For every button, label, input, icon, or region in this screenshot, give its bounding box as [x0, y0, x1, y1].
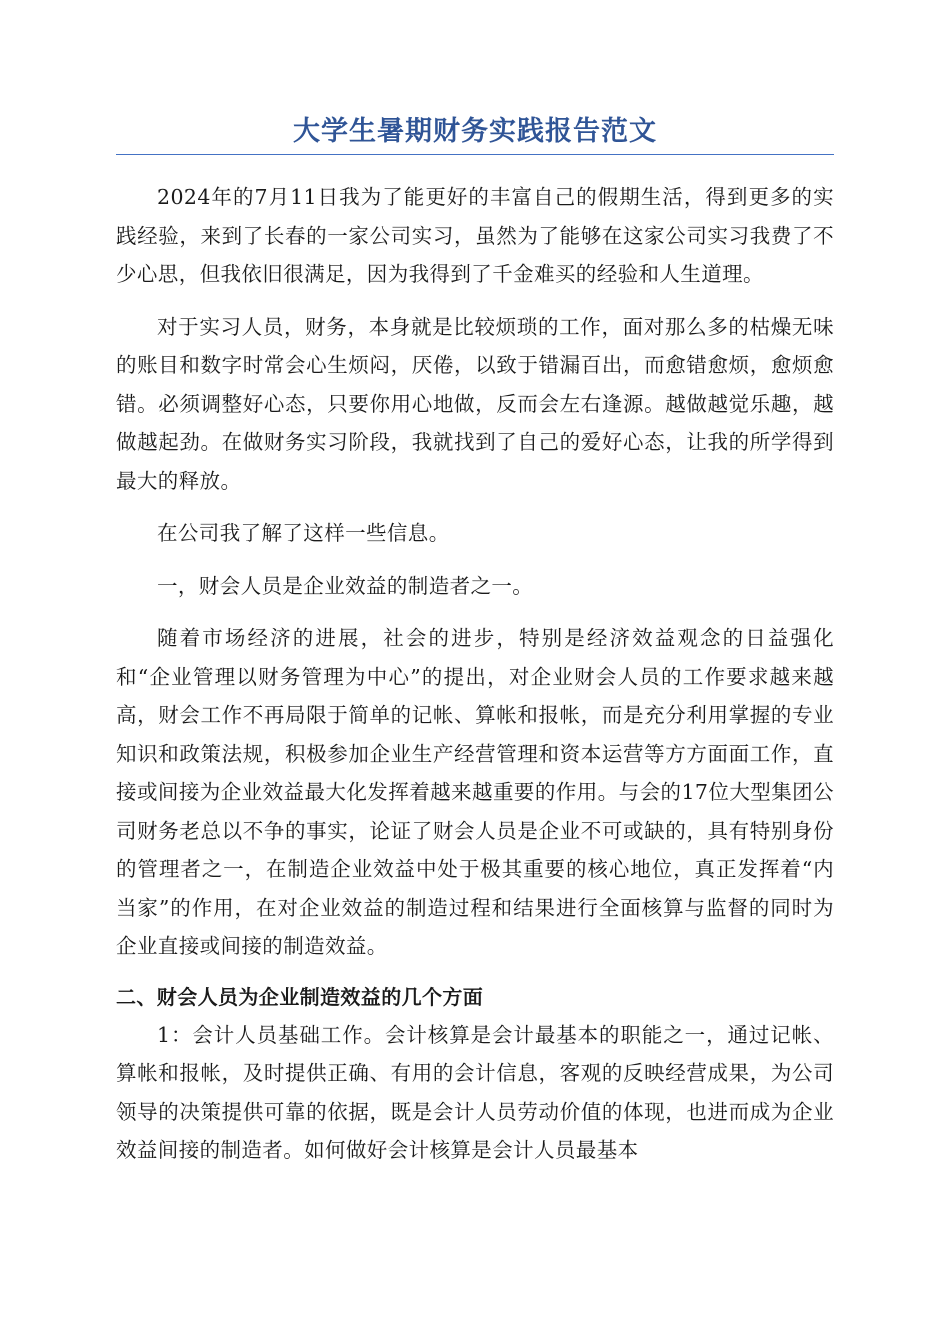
document-page: [116, 112, 834, 1170]
document-title: 大学生暑期财务实践报告范文: [116, 112, 834, 155]
body-paragraph-3: 在公司我了解了这样一些信息。: [157, 521, 450, 545]
body-paragraph-2: 对于实习人员，财务，本身就是比较烦琐的工作，面对那么多的枯燥无味的账目和数字时常会心生烦闷，厌倦，以致于错漏百出，而愈错愈烦，愈烦愈错。必须调整好心态，只要你用心地做，反而会左右逢源。越做越觉乐趣，越做越起劲。在做财务实习阶段，我就找到了自己的爱好心态，让我的所学得到最大的释放。: [116, 314, 834, 493]
body-paragraph-1: 2024年的7月11日我为了能更好的丰富自己的假期生活，得到更多的实践经验，来到了长春的一家公司实习，虽然为了能够在这家公司实习我费了不少心思，但我依旧很满足，因为我得到了千金难买的经验和人生道理。: [116, 185, 834, 286]
section-paragraph: 1：会计人员基础工作。会计核算是会计最基本的职能之一，通过记帐、算帐和报帐，及时提供正确、有用的会计信息，客观的反映经营成果，为公司领导的决策提供可靠的依据，既是会计人员劳动价值的体现，也进而成为企业效益间接的制造者。如何做好会计核算是会计人员最基本: [116, 1022, 834, 1162]
section-heading: 二、财会人员为企业制造效益的几个方面: [116, 984, 484, 1009]
body-paragraph-4: 一，财会人员是企业效益的制造者之一。: [157, 573, 534, 598]
body-paragraph-5: 随着市场经济的进展，社会的进步，特别是经济效益观念的日益强化和“企业管理以财务管理为中心”的提出，对企业财会人员的工作要求越来越高，财会工作不再局限于简单的记帐、算帐和报帐，而是充分利用掌握的专业知识和政策法规，积极参加企业生产经营管理和资本运营等方方面面工作，直接或间接为企业效益最大化发挥着越来越重要的作用。与会的17位大型集团公司财务老总以不争的事实，论证了财会人员是企业不可或缺的，具有特别身份的管理者之一，在制造企业效益中处于极其重要的核心地位，真正发挥着“内当家”的作用，在对企业效益的制造过程和结果进行全面核算与监督的同时为企业直接或间接的制造效益。: [116, 626, 834, 958]
